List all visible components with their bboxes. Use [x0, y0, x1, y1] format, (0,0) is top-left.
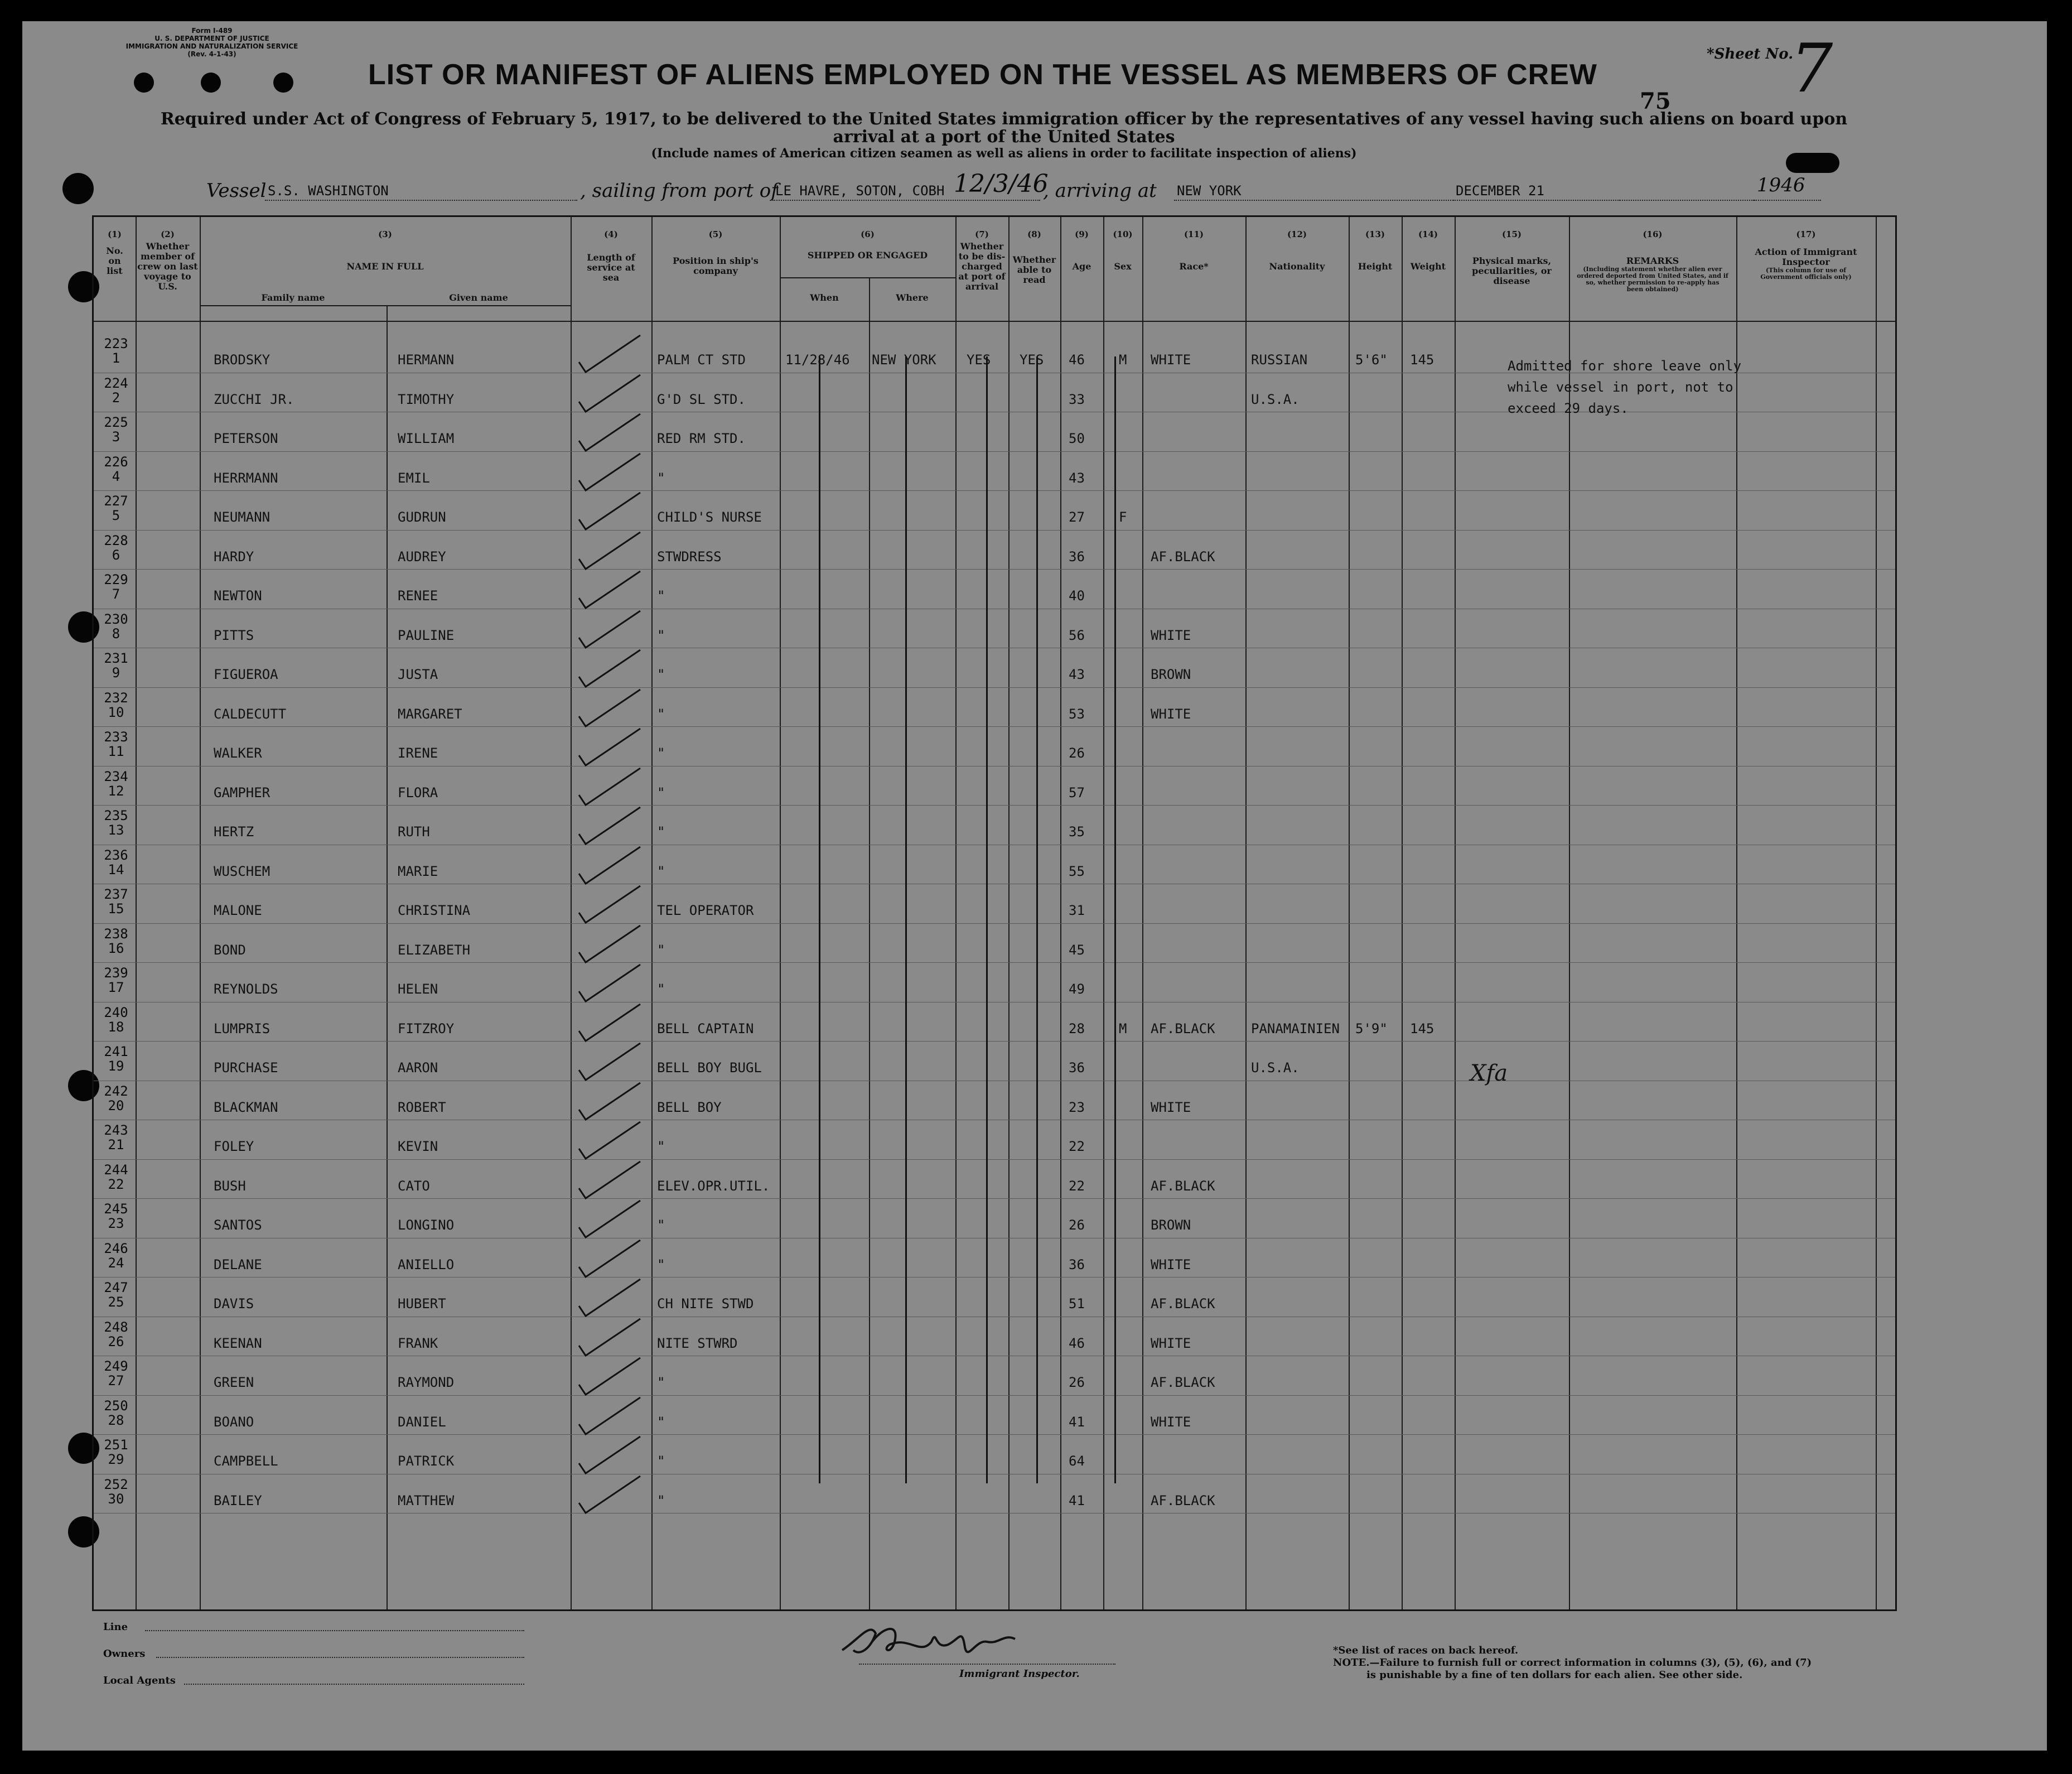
cell-position: "	[657, 1256, 665, 1272]
cell-given: MARIE	[398, 863, 438, 879]
cell-position: "	[657, 588, 665, 604]
cell-age: 55	[1069, 863, 1085, 879]
col-8-header: (8) Whether able to read	[1012, 229, 1056, 285]
sequence-number: 227	[104, 493, 128, 509]
list-number: 26	[108, 1333, 124, 1349]
row-number	[94, 769, 138, 798]
sequence-number: 228	[104, 532, 128, 548]
cell-age: 26	[1069, 745, 1085, 761]
cell-age: 41	[1069, 1492, 1085, 1508]
cell-race: BROWN	[1151, 1217, 1191, 1233]
cell-race: AF.BLACK	[1151, 1375, 1215, 1390]
list-number: 9	[112, 665, 120, 681]
remarks-shore-leave: Admitted for shore leave only while vessel in port, not to exceed 29 days.	[1508, 358, 1742, 416]
list-number: 15	[108, 901, 124, 917]
list-number: 18	[108, 1019, 124, 1035]
cell-position: RED RM STD.	[657, 431, 746, 446]
cell-family: SANTOS	[214, 1217, 262, 1233]
cell-age: 33	[1069, 391, 1085, 407]
row-number	[94, 1280, 138, 1309]
cell-position: NITE STWRD	[657, 1335, 738, 1351]
row-number	[94, 651, 138, 680]
cell-age: 40	[1069, 588, 1085, 604]
when-header: When	[810, 292, 839, 303]
cell-age: 36	[1069, 1060, 1085, 1076]
sequence-number: 235	[104, 808, 128, 823]
cell-given: TIMOTHY	[398, 391, 455, 407]
vessel-name: S.S. WASHINGTON	[268, 183, 389, 199]
cell-race: AF.BLACK	[1151, 1020, 1215, 1037]
given-name-header: Given name	[449, 292, 508, 303]
list-number: 5	[112, 508, 120, 523]
list-number: 8	[112, 625, 120, 642]
cell-family: MALONE	[214, 903, 262, 918]
ditto-stroke	[1036, 356, 1038, 1483]
cell-nationality: PANAMAINIEN	[1251, 1020, 1340, 1037]
cell-sex: M	[1119, 352, 1127, 368]
sequence-number: 248	[104, 1319, 128, 1335]
list-number: 11	[108, 744, 124, 759]
cell-family: DAVIS	[214, 1296, 254, 1312]
where-header: Where	[896, 292, 929, 303]
cell-age: 27	[1069, 509, 1085, 525]
list-number: 21	[108, 1137, 124, 1153]
col-14-header: (14) Weight	[1410, 229, 1446, 272]
cell-position: TEL OPERATOR	[657, 903, 754, 918]
arrival-port: NEW YORK	[1177, 183, 1242, 199]
cell-age: 41	[1069, 1414, 1085, 1430]
cell-position: G'D SL STD.	[657, 391, 746, 407]
cell-race: WHITE	[1151, 352, 1191, 368]
cell-family: NEWTON	[214, 588, 262, 604]
cell-age: 22	[1069, 1178, 1085, 1194]
cell-position: BELL BOY	[657, 1099, 722, 1115]
cell-weight: 145	[1410, 352, 1435, 368]
cell-given: RENEE	[398, 588, 438, 604]
cell-discharge: YES	[967, 352, 991, 368]
cell-age: 28	[1069, 1020, 1085, 1037]
cell-family: BOANO	[214, 1414, 254, 1430]
sequence-number: 243	[104, 1122, 128, 1138]
cell-position: "	[657, 1453, 665, 1469]
cell-age: 31	[1069, 903, 1085, 918]
cell-age: 53	[1069, 706, 1085, 722]
voyage-line	[206, 170, 1805, 203]
list-number: 4	[112, 468, 120, 484]
physical-mark-annotation: Xfa	[1470, 1060, 1508, 1086]
cell-position: "	[657, 627, 665, 643]
sequence-number: 233	[104, 729, 128, 745]
cell-age: 26	[1069, 1375, 1085, 1390]
cell-race: AF.BLACK	[1151, 1296, 1215, 1312]
cell-given: JUSTA	[398, 667, 438, 682]
list-number: 22	[108, 1176, 124, 1192]
cell-position: CH NITE STWD	[657, 1296, 754, 1312]
cell-given: RAYMOND	[398, 1375, 455, 1390]
cell-age: 57	[1069, 784, 1085, 801]
cell-position: BELL BOY BUGL	[657, 1060, 762, 1076]
cell-given: HELEN	[398, 981, 438, 997]
footnotes: *See list of races on back hereof. NOTE.—Failure to furnish full or correct information in columns (3), (5), (6), and (7) is punishable by a fine of ten dollars for each alien. See other side.	[1333, 1645, 1812, 1681]
row-number	[94, 887, 138, 916]
cell-nationality: U.S.A.	[1251, 391, 1300, 407]
cell-given: GUDRUN	[398, 509, 446, 525]
cell-given: AARON	[398, 1060, 438, 1076]
arrival-year: 1946	[1757, 174, 1805, 196]
row-number	[94, 1320, 138, 1349]
list-number: 25	[108, 1294, 124, 1310]
cell-race: BROWN	[1151, 667, 1191, 682]
cell-position: "	[657, 470, 665, 486]
sequence-number: 251	[104, 1437, 128, 1453]
cell-race: WHITE	[1151, 1256, 1191, 1272]
cell-given: IRENE	[398, 745, 438, 761]
cell-position: "	[657, 1414, 665, 1430]
cell-family: LUMPRIS	[214, 1020, 271, 1037]
cell-given: WILLIAM	[398, 431, 455, 446]
list-number: 16	[108, 940, 124, 956]
sequence-number: 238	[104, 925, 128, 942]
cell-given: ELIZABETH	[398, 942, 471, 958]
list-number: 13	[108, 822, 124, 838]
sequence-number: 244	[104, 1161, 128, 1178]
cell-family: BLACKMAN	[214, 1099, 278, 1115]
sequence-number: 241	[104, 1044, 128, 1059]
sail-date: 12/3/46	[954, 170, 1049, 198]
row-number	[94, 1084, 138, 1113]
cell-position: "	[657, 745, 665, 761]
cell-sex: M	[1119, 1020, 1127, 1037]
cell-position: "	[657, 863, 665, 879]
list-number: 29	[108, 1452, 124, 1467]
form-id: Form I-489 U. S. DEPARTMENT OF JUSTICE IMMIGRATION AND NATURALIZATION SERVICE (Rev. 4-1-43)	[125, 27, 298, 58]
cell-family: HERTZ	[214, 824, 254, 840]
sequence-number: 249	[104, 1358, 128, 1374]
cell-family: BAILEY	[214, 1492, 262, 1508]
cell-given: FLORA	[398, 784, 438, 801]
cell-position: "	[657, 942, 665, 958]
family-name-header: Family name	[261, 292, 325, 303]
manifest-subtitle: Required under Act of Congress of February 5, 1917, to be delivered to the United States immigration officer by the representatives of any vessel having such aliens on board upon arrival at a port of the United States	[160, 109, 1848, 147]
cell-race: AF.BLACK	[1151, 1178, 1215, 1194]
sequence-number: 250	[104, 1397, 128, 1414]
cell-height: 5'6"	[1355, 352, 1388, 368]
manifest-title: LIST OR MANIFEST OF ALIENS EMPLOYED ON THE VESSEL AS MEMBERS OF CREW	[368, 59, 1597, 91]
sheet-label: *Sheet No.	[1707, 46, 1794, 62]
line-label: Line	[103, 1621, 128, 1633]
cell-family: NEUMANN	[214, 509, 271, 525]
cell-given: DANIEL	[398, 1414, 446, 1430]
check-mark-icon	[573, 1469, 657, 1520]
cell-age: 36	[1069, 1256, 1085, 1272]
cell-given: ROBERT	[398, 1099, 446, 1115]
cell-family: BOND	[214, 942, 246, 958]
local-agents-label: Local Agents	[103, 1675, 176, 1686]
list-number: 24	[108, 1255, 124, 1271]
cell-family: CAMPBELL	[214, 1453, 278, 1469]
cell-race: WHITE	[1151, 1335, 1191, 1351]
col-9-header: (9) Age	[1072, 229, 1091, 272]
vessel-label: Vessel	[206, 180, 267, 202]
row-number	[94, 1202, 138, 1231]
crew-table	[92, 215, 1897, 1611]
row-number	[94, 572, 138, 601]
ditto-stroke	[819, 356, 820, 1483]
row-number	[94, 1359, 138, 1388]
sequence-number: 231	[104, 650, 128, 666]
cell-race: AF.BLACK	[1151, 1492, 1215, 1508]
col-17-header: (17) Action of Immigrant Inspector (This column for use of Government officials only)	[1755, 229, 1857, 281]
cell-race: AF.BLACK	[1151, 548, 1215, 565]
ditto-stroke	[1114, 356, 1116, 1483]
cell-nationality: RUSSIAN	[1251, 352, 1308, 368]
list-number: 27	[108, 1373, 124, 1389]
cell-family: DELANE	[214, 1256, 262, 1272]
cell-position: "	[657, 1375, 665, 1390]
row-number	[94, 1438, 138, 1467]
col-1-header: (1) No. on list	[106, 229, 123, 276]
cell-position: "	[657, 1139, 665, 1154]
cell-when: 11/28/46	[785, 352, 850, 368]
cell-age: 23	[1069, 1099, 1085, 1115]
ditto-stroke	[905, 356, 907, 1483]
sailing-label: , sailing from port of	[580, 180, 778, 202]
sequence-number: 223	[104, 336, 128, 351]
cell-age: 46	[1069, 1335, 1085, 1351]
sailing-port: LE HAVRE, SOTON, COBH	[775, 183, 945, 199]
cell-position: "	[657, 1492, 665, 1508]
sequence-number: 225	[104, 414, 128, 430]
cell-read: YES	[1020, 352, 1044, 368]
col-12-header: (12) Nationality	[1269, 229, 1325, 272]
list-number: 28	[108, 1412, 124, 1428]
row-number	[94, 455, 138, 484]
list-number: 23	[108, 1216, 124, 1231]
cell-age: 43	[1069, 667, 1085, 682]
punch-hole	[201, 73, 221, 93]
row-number	[94, 1399, 138, 1428]
cell-given: HUBERT	[398, 1296, 446, 1312]
cell-age: 43	[1069, 470, 1085, 486]
cell-position: STWDRESS	[657, 548, 722, 565]
cell-age: 56	[1069, 627, 1085, 643]
list-number: 1	[112, 350, 120, 366]
cell-given: PATRICK	[398, 1453, 455, 1469]
col-5-header: (5) Position in ship's company	[673, 229, 759, 276]
cell-given: PAULINE	[398, 627, 455, 643]
punch-hole	[62, 173, 94, 204]
cell-position: "	[657, 706, 665, 722]
col-7-header: (7) Whether to be dis-charged at port of arrival	[958, 229, 1006, 292]
list-number: 30	[108, 1491, 124, 1507]
col-16-header: (16) REMARKS (Including statement whether alien ever ordered deported from United States, and if so, whether permission to re-apply has been obtained)	[1577, 229, 1728, 293]
cell-given: MATTHEW	[398, 1492, 455, 1508]
cell-family: GAMPHER	[214, 784, 271, 801]
sequence-number: 252	[104, 1476, 128, 1492]
list-number: 6	[112, 547, 120, 563]
row-number	[94, 1163, 138, 1192]
cell-family: GREEN	[214, 1375, 254, 1390]
sequence-number: 230	[104, 611, 128, 627]
row-number	[94, 691, 138, 720]
cell-given: CATO	[398, 1178, 430, 1194]
immigrant-inspector-label: Immigrant Inspector.	[959, 1668, 1080, 1680]
list-number: 19	[108, 1058, 124, 1074]
row-number	[94, 1044, 138, 1073]
col-11-header: (11) Race*	[1179, 229, 1209, 272]
cell-position: "	[657, 784, 665, 801]
cell-age: 50	[1069, 431, 1085, 446]
col-10-header: (10) Sex	[1113, 229, 1133, 272]
cell-nationality: U.S.A.	[1251, 1060, 1300, 1076]
col-4-header: (4) Length of service at sea	[587, 229, 635, 283]
cell-given: CHRISTINA	[398, 903, 471, 918]
cell-age: 35	[1069, 824, 1085, 840]
cell-family: HARDY	[214, 548, 254, 565]
row-number	[94, 966, 138, 995]
cell-family: PETERSON	[214, 431, 278, 446]
sequence-number: 224	[104, 375, 128, 391]
cell-race: WHITE	[1151, 1099, 1191, 1115]
cell-age: 46	[1069, 352, 1085, 368]
cell-family: CALDECUTT	[214, 706, 287, 722]
sheet-number: 7	[1790, 30, 1833, 108]
row-number	[94, 376, 138, 405]
manifest-note: (Include names of American citizen seamen as well as aliens in order to facilitate inspection of aliens)	[651, 146, 1357, 161]
cell-age: 49	[1069, 981, 1085, 997]
list-number: 10	[108, 704, 124, 720]
sequence-number: 229	[104, 572, 128, 587]
row-number	[94, 730, 138, 759]
cell-age: 36	[1069, 548, 1085, 565]
cell-position: ELEV.OPR.UTIL.	[657, 1178, 770, 1194]
row-number	[94, 1123, 138, 1152]
cell-race: WHITE	[1151, 627, 1191, 643]
cell-age: 64	[1069, 1453, 1085, 1469]
cell-position: "	[657, 667, 665, 682]
col-15-header: (15) Physical marks, peculiarities, or disease	[1472, 229, 1552, 286]
cell-race: WHITE	[1151, 706, 1191, 722]
cell-family: ZUCCHI JR.	[214, 391, 294, 407]
cell-height: 5'9"	[1355, 1020, 1388, 1037]
row-number	[94, 415, 138, 444]
cell-where: NEW YORK	[872, 352, 936, 368]
inspector-signature	[837, 1617, 1037, 1669]
sequence-number: 247	[104, 1280, 128, 1295]
manifest-sheet	[22, 21, 2047, 1751]
owners-label: Owners	[103, 1648, 146, 1660]
cell-given: EMIL	[398, 470, 430, 486]
sequence-number: 236	[104, 847, 128, 863]
row-number	[94, 927, 138, 956]
cell-given: ANIELLO	[398, 1256, 455, 1272]
row-number	[94, 848, 138, 877]
col-6-header: (6) SHIPPED OR ENGAGED	[807, 229, 928, 261]
cell-family: WUSCHEM	[214, 863, 271, 879]
cell-family: KEENAN	[214, 1335, 262, 1351]
sequence-number: 245	[104, 1201, 128, 1217]
list-number: 17	[108, 980, 124, 995]
sequence-number: 239	[104, 965, 128, 981]
cell-given: RUTH	[398, 824, 430, 840]
sequence-number: 232	[104, 690, 128, 706]
ditto-stroke	[986, 356, 988, 1483]
cell-position: CHILD'S NURSE	[657, 509, 762, 525]
arrival-date: DECEMBER 21	[1456, 183, 1544, 199]
list-number: 3	[112, 429, 120, 445]
punch-hole	[273, 73, 293, 93]
cell-family: BRODSKY	[214, 352, 271, 368]
cell-position: PALM CT STD	[657, 352, 746, 368]
cell-age: 51	[1069, 1296, 1085, 1312]
punch-hole	[134, 73, 154, 93]
cell-given: MARGARET	[398, 706, 462, 722]
cell-family: REYNOLDS	[214, 981, 278, 997]
cell-given: HERMANN	[398, 352, 455, 368]
list-number: 14	[108, 861, 124, 878]
row-number	[94, 1241, 138, 1270]
cell-given: AUDREY	[398, 548, 446, 565]
row-number	[94, 808, 138, 837]
cell-family: PITTS	[214, 627, 254, 643]
cell-age: 22	[1069, 1139, 1085, 1154]
cell-position: "	[657, 824, 665, 840]
cell-given: KEVIN	[398, 1139, 438, 1154]
list-number: 2	[112, 389, 120, 406]
row-number	[94, 336, 138, 365]
list-number: 20	[108, 1097, 124, 1113]
list-number: 7	[112, 586, 120, 602]
cell-family: FOLEY	[214, 1139, 254, 1154]
signature-scribble	[837, 1617, 1037, 1667]
row-number	[94, 1477, 138, 1506]
cell-position: "	[657, 981, 665, 997]
cell-position: BELL CAPTAIN	[657, 1020, 754, 1037]
cell-given: FRANK	[398, 1335, 438, 1351]
sequence-number: 242	[104, 1083, 128, 1099]
cell-position: "	[657, 1217, 665, 1233]
sequence-number: 237	[104, 886, 128, 902]
cell-age: 45	[1069, 942, 1085, 958]
row-number	[94, 612, 138, 641]
row-number	[94, 494, 138, 523]
cell-weight: 145	[1410, 1020, 1435, 1037]
arriving-label: , arriving at	[1043, 180, 1157, 202]
cell-given: LONGINO	[398, 1217, 455, 1233]
cell-given: FITZROY	[398, 1020, 455, 1037]
list-number: 12	[108, 783, 124, 799]
sequence-number: 240	[104, 1004, 128, 1020]
row-number	[94, 1005, 138, 1034]
cell-family: BUSH	[214, 1178, 246, 1194]
col-13-header: (13) Height	[1358, 229, 1393, 272]
sequence-number: 246	[104, 1240, 128, 1256]
cell-family: PURCHASE	[214, 1060, 278, 1076]
col-3-header: (3) NAME IN FULL	[346, 229, 424, 272]
cell-sex: F	[1119, 509, 1127, 525]
cell-family: HERRMANN	[214, 470, 278, 486]
cell-family: WALKER	[214, 745, 262, 761]
row-number	[94, 533, 138, 562]
page-number: 75	[1640, 88, 1671, 114]
sequence-number: 234	[104, 768, 128, 784]
cell-age: 26	[1069, 1217, 1085, 1233]
col-2-header: (2) Whether member of crew on last voyage to U.S.	[137, 229, 198, 292]
cell-family: FIGUEROA	[214, 667, 278, 682]
cell-race: WHITE	[1151, 1414, 1191, 1430]
sequence-number: 226	[104, 454, 128, 470]
